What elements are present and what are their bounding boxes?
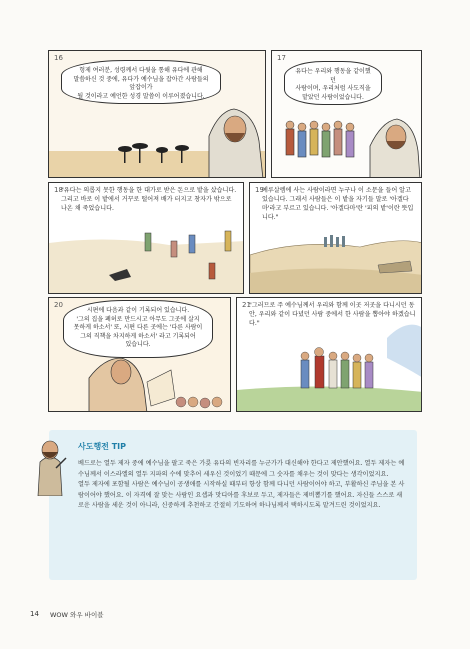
apostle-illustration (30, 432, 70, 496)
panel-18 (48, 182, 244, 294)
panel-17 (271, 50, 422, 178)
tip-text: 베드로는 열두 제자 중에 예수님을 팔고 죽은 가룟 유다의 빈자리를 누군가가 대신해야 한다고 제안했어요. 열두 제자는 예수님께서 이스라엘의 열두 지파의 수에 맞추어 세우신 것이었기 때문에 그 숫자를 채우는 것이 맞다는 생각이었지요. 열두 제자에 포함될 사람은 예수님이 공생애를 시작하실 때부터 항상 함께 다니던 사람이어야 하고, 부활하신 주님을 본 사람이어야 했어요. 이 자격에 잘 맞는 사람인 요셉과 맛디아를 후보로 두고, 제자들은 제비뽑기를 했어요. 자신들 스스로 새로운 사람을 세운 것이 아니라, 신중하게 추천하고 간절히 기도하여 하나님께서 택하시도록 맡겨드린 것이었지요. (78, 460, 405, 510)
speech-bubble: 시편에 다음과 같이 기록되어 있습니다. '그의 집을 폐허로 만드시고 아무도 그곳에 살지 못하게 하소서' 또, 시편 다른 곳에는 '다른 사람이 그의 직책을 차지하게 하소서' 라고 기록되어 있습니다. (63, 300, 213, 358)
panel-number: 19 (255, 186, 264, 194)
panel-number: 18 (54, 186, 63, 194)
panel-number: 16 (54, 54, 63, 62)
narration-caption: "유다는 의롭지 못한 행동을 한 대가로 받은 돈으로 밭을 샀습니다. 그리고 바로 이 밭에서 거꾸로 떨어져 배가 터지고 창자가 밖으로 나온 채 죽었습니다. (61, 187, 237, 212)
panel-number: 20 (54, 301, 63, 309)
narration-caption: 예루살렘에 사는 사람이라면 누구나 이 소문을 들어 알고 있습니다. 그래서 사람들은 이 밭을 자기들 말로 '아겔다마'라고 부르고 있습니다. '아겔다마'란 '피의 밭'이란 뜻입니다." (262, 187, 414, 221)
tip-title: 사도행전 TIP (78, 442, 126, 451)
panel-number: 17 (277, 54, 286, 62)
speech-bubble: 헝제 여러분, 성령께서 다윗을 통해 유다에 관해 말씀하신 것 중에, 유다가 예수님을 잡아간 사람들의 앞잡이가 될 것이라고 예언한 성경 말씀이 이루어졌습니다. (61, 60, 221, 104)
panel-20 (48, 297, 231, 412)
panel-21 (236, 297, 422, 412)
panel-19 (249, 182, 422, 294)
panel-16 (48, 50, 266, 178)
narration-caption: "그러므로 주 예수님께서 우리와 함께 이곳 저곳을 다니시던 동안, 우리와 같이 다녔던 사람 중에서 한 사람을 뽑아야 하겠습니다." (249, 302, 416, 327)
speech-bubble: 유다는 우리와 행동을 같이했던 사람이며, 우리처럼 사도직을 맡았던 사람이었습니다. (284, 61, 382, 105)
panel-number: 21 (242, 301, 251, 309)
book-title: WOW 와우 바이블 (50, 611, 104, 619)
page-number: 14 (30, 610, 39, 618)
